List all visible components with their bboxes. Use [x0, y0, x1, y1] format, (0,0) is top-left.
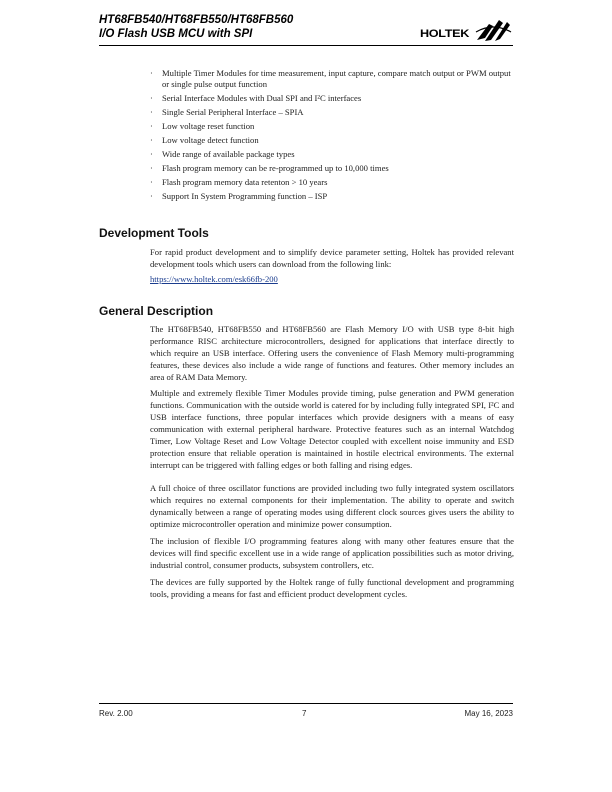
logo-text: HOLTEK — [420, 28, 470, 40]
feature-item: · Low voltage reset function — [150, 121, 255, 131]
footer-date: May 16, 2023 — [464, 709, 513, 718]
feature-item: · Flash program memory can be re-programmed up to 10,000 times — [150, 163, 389, 173]
feature-item: · Low voltage detect function — [150, 135, 259, 145]
feature-list — [150, 68, 514, 205]
header-title-line2: I/O Flash USB MCU with SPI — [99, 28, 253, 40]
footer-revision: Rev. 2.00 — [99, 709, 133, 718]
description-paragraph: Multiple and extremely flexible Timer Modules provide timing, pulse generation and PWM generation functions. Communication with the outside world is catered for by including fully integrated SPI, I²C and USB interface functions, three popular interfaces which provide designers with a means of easy communication with external peripheral hardware. Protective features such as an internal Watchdog Timer, Low Voltage Reset and Low Voltage Detector coupled with excellent noise immunity and ESD protection ensure that reliable operation is maintained in hostile electrical environments. The external interrupt can be triggered with falling edges or both falling and rising edges. — [150, 388, 514, 470]
development-tools-text: For rapid product development and to simplify device parameter setting, Holtek has provided relevant development tools which users can download from the following link: — [150, 247, 514, 269]
description-paragraph: A full choice of three oscillator functions are provided including two fully integrated system oscillators which requires no external components for their implementation. The ability to operate and switch dynamically between a range of operating modes using different clock sources gives users the ability to optimize microcontroller operation and minimize power consumption. — [150, 483, 514, 529]
section-title-development-tools: Development Tools — [99, 226, 209, 240]
feature-item: · Support In System Programming function – ISP — [150, 191, 328, 201]
header-divider — [99, 45, 513, 46]
feature-item: · Single Serial Peripheral Interface – SPIA — [150, 107, 304, 117]
header-title-line1: HT68FB540/HT68FB550/HT68FB560 — [99, 14, 294, 26]
development-tools-link[interactable]: https://www.holtek.com/esk66fb-200 — [150, 274, 278, 284]
footer-page-number: 7 — [302, 709, 307, 718]
holtek-logo — [420, 14, 512, 44]
description-paragraph: The devices are fully supported by the Holtek range of fully functional development and programming tools, providing a means for fast and efficient product development cycles. — [150, 577, 514, 599]
feature-item: · Serial Interface Modules with Dual SPI and I²C interfaces — [150, 93, 362, 103]
holtek-wing-icon — [475, 14, 513, 44]
description-paragraph: The inclusion of flexible I/O programming features along with many other features ensure that the devices will find specific excellent use in a wide range of application possibilities such as motor driving, industrial control, consumer products, subsystem controllers, etc. — [150, 536, 514, 570]
feature-item: · Multiple Timer Modules for time measurement, input capture, compare match output or PWM output or single pulse output function — [150, 68, 511, 89]
footer-divider — [99, 703, 513, 704]
section-title-general-description: General Description — [99, 304, 214, 318]
header-title — [99, 13, 293, 41]
description-paragraph: The HT68FB540, HT68FB550 and HT68FB560 are Flash Memory I/O with USB type 8-bit high performance RISC architecture microcontrollers, designed for applications that interface directly to which require an USB interface. Offering users the convenience of Flash Memory multi-programming features, these devices also include a wide range of functions and features. Other memory includes an area of RAM Data Memory. — [150, 324, 514, 382]
feature-item: · Wide range of available package types — [150, 149, 295, 159]
feature-item: · Flash program memory data retenton > 10 years — [150, 177, 328, 187]
